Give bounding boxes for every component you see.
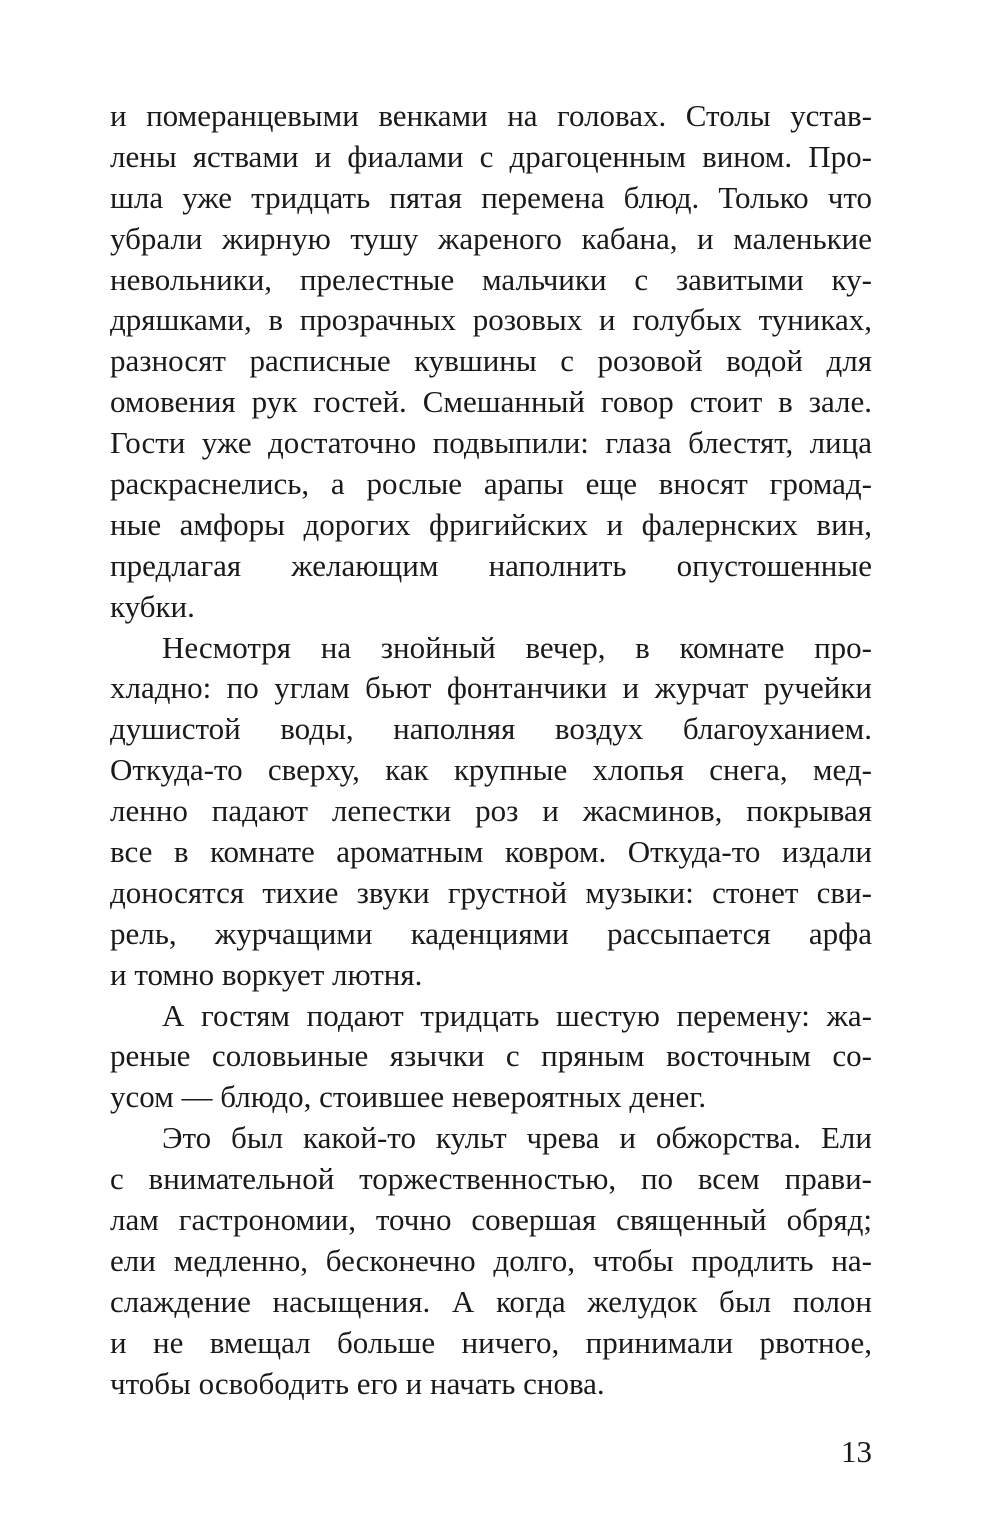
paragraph [110, 96, 872, 628]
text-line: слаждение насыщения. А когда желудок был полон [110, 1283, 872, 1319]
text-line: Гости уже достаточно подвыпили: глаза блестят, лица [110, 425, 872, 461]
text-line: чтобы освободить его и начать снова. [110, 1365, 605, 1401]
text-line: и померанцевыми венками на головах. Столы устав- [110, 98, 872, 133]
text-line: с внимательной торжественностью, по всем прави- [110, 1161, 872, 1197]
text-line: предлагая желающим наполнить опустошенные [110, 547, 872, 583]
text-line: шла уже тридцать пятая перемена блюд. Только что [110, 179, 872, 215]
text-line: реные соловьиные язычки с пряным восточным со- [110, 1038, 872, 1074]
text-line: доносятся тихие звуки грустной музыки: стонет сви- [110, 874, 872, 910]
text-line: усом — блюдо, стоившее невероятных денег. [110, 1079, 707, 1115]
text-line: невольники, прелестные мальчики с завитыми ку- [110, 261, 872, 297]
paragraph [110, 628, 872, 996]
text-line: и не вмещал больше ничего, принимали рвотное, [110, 1324, 872, 1360]
paragraph [110, 1118, 872, 1404]
text-line: душистой воды, наполняя воздух благоуханием. [110, 711, 872, 747]
text-line: и томно воркует лютня. [110, 956, 423, 992]
text-line: Это был какой-то культ чрева и обжорства. Ели [162, 1120, 872, 1156]
text-line: кубки. [110, 588, 195, 624]
paragraph [110, 996, 872, 1119]
text-line: лены яствами и фиалами с драгоценным вином. Про- [110, 138, 872, 174]
text-line: Несмотря на знойный вечер, в комнате про- [162, 629, 872, 665]
text-line: ные амфоры дорогих фригийских и фалернских вин, [110, 506, 872, 542]
text-line: все в комнате ароматным ковром. Откуда-то издали [110, 834, 872, 870]
text-line: ленно падают лепестки роз и жасминов, покрывая [110, 793, 872, 829]
text-line: лам гастрономии, точно совершая священный обряд; [110, 1202, 872, 1238]
text-line: омовения рук гостей. Смешанный говор стоит в зале. [110, 384, 872, 420]
text-line: А гостям подают тридцать шестую перемену: жа- [162, 997, 872, 1033]
text-line: дряшками, в прозрачных розовых и голубых туниках, [110, 302, 872, 338]
text-line: разносят расписные кувшины с розовой водой для [110, 343, 872, 379]
text-line: хладно: по углам бьют фонтанчики и журчат ручейки [110, 670, 872, 706]
text-line: рель, журчащими каденциями рассыпается арфа [110, 915, 872, 951]
text-line: раскраснелись, а рослые арапы еще вносят громад- [110, 466, 872, 502]
page-number: 13 [841, 1434, 872, 1469]
text-line: убрали жирную тушу жареного кабана, и маленькие [110, 220, 872, 256]
text-line: Откуда-то сверху, как крупные хлопья снега, мед- [110, 752, 872, 788]
page-text [110, 96, 872, 1405]
text-line: ели медленно, бесконечно долго, чтобы продлить на- [110, 1242, 872, 1278]
